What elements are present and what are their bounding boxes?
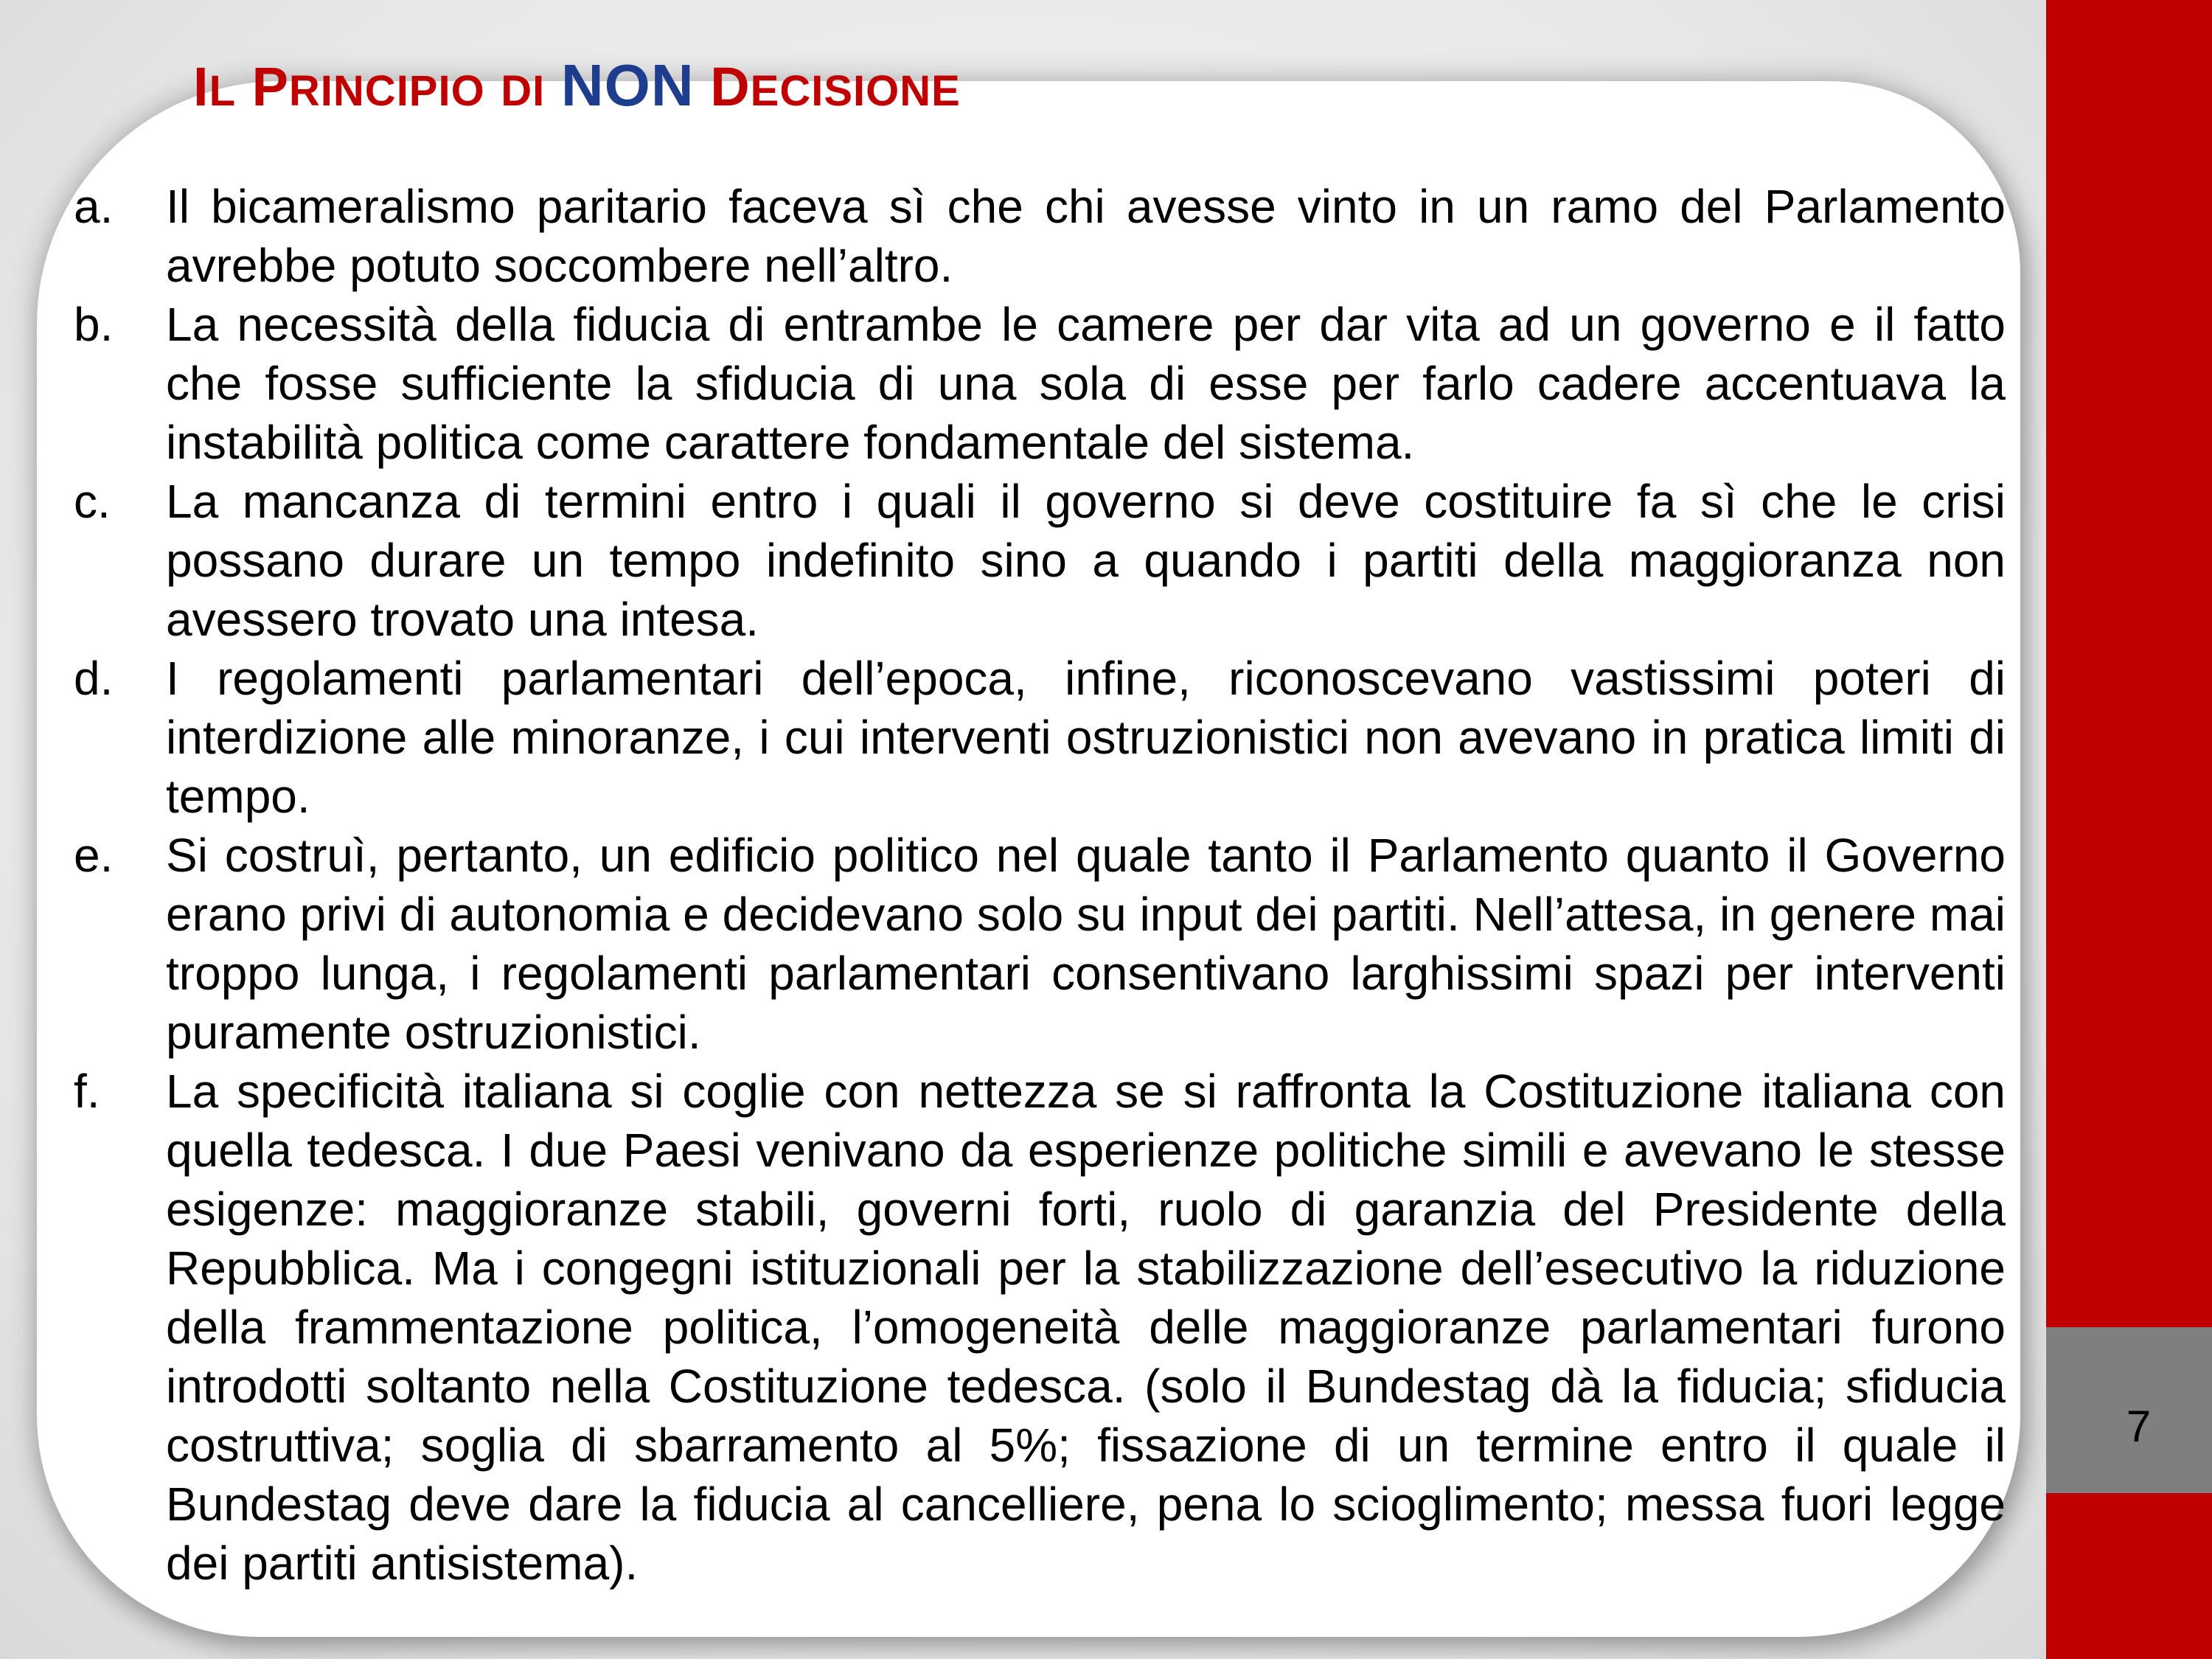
title-emphasis-word: NON [560,52,695,118]
slide-title [193,53,961,118]
title-word-2-initial: P [251,56,289,117]
title-word-4-initial: D [710,56,751,117]
list-item-text: Il bicameralismo paritario faceva sì che chi avesse vinto in un ramo del Parlamento avrebbe potuto soccombere nell’altro. [166,180,2006,292]
list-item-text: La necessità della fiducia di entrambe le camere per dar vita ad un governo e il fatto che fosse sufficiente la sfiducia di una sola di esse per farlo cadere accentuava la instabilità politica come carattere fondamentale del sistema. [166,298,2006,469]
list-item-a [74,177,2006,295]
points-list [74,177,2006,1593]
list-item-f [74,1062,2006,1593]
title-word-2-rest: RINCIPIO [288,67,485,115]
list-item-d [74,649,2006,826]
list-marker: d. [74,652,114,705]
title-word-3: DI [501,67,546,115]
title-word-1-initial: I [193,56,209,117]
list-marker: f. [74,1065,100,1118]
list-item-text: I regolamenti parlamentari dell’epoca, infine, riconoscevano vastissimi poteri di interdizione alle minoranze, i cui interventi ostruzionistici non avevano in pratica limiti di tempo. [166,652,2006,823]
list-item-text: La specificità italiana si coglie con nettezza se si raffronta la Costituzione italiana con quella tedesca. I due Paesi venivano da esperienze politiche simili e avevano le stesse esigenze: maggioranze stabili, governi forti, ruolo di garanzia del Presidente della Repubblica. Ma i congegni istituzionali per la stabilizzazione dell’esecutivo la riduzione della frammentazione politica, l’omogeneità delle maggioranze parlamentari furono introdotti soltanto nella Costituzione tedesca. (solo il Bundestag dà la fiducia; sfiducia costruttiva; soglia di sbarramento al 5%; fissazione di un termine entro il quale il Bundestag deve dare la fiducia al cancelliere, pena lo scioglimento; messa fuori legge dei partiti antisistema). [166,1065,2006,1590]
list-marker: a. [74,180,114,233]
list-item-text: La mancanza di termini entro i quali il governo si deve costituire fa sì che le crisi possano durare un tempo indefinito sino a quando i partiti della maggioranza non avessero trovato una intesa. [166,475,2006,646]
title-word-1-rest: L [209,67,236,115]
list-item-c [74,472,2006,649]
title-word-4-rest: ECISIONE [750,67,961,115]
list-item-e [74,826,2006,1062]
list-item-text: Si costruì, pertanto, un edificio politico nel quale tanto il Parlamento quanto il Governo erano privi di autonomia e decidevano solo su input dei partiti. Nell’attesa, in genere mai troppo lunga, i regolamenti parlamentari consentivano larghissimi spazi per interventi puramente ostruzionistici. [166,829,2006,1059]
list-item-b [74,295,2006,472]
list-marker: c. [74,475,111,528]
list-marker: e. [74,829,114,882]
list-marker: b. [74,298,114,351]
page-number: 7 [2126,1402,2152,1451]
